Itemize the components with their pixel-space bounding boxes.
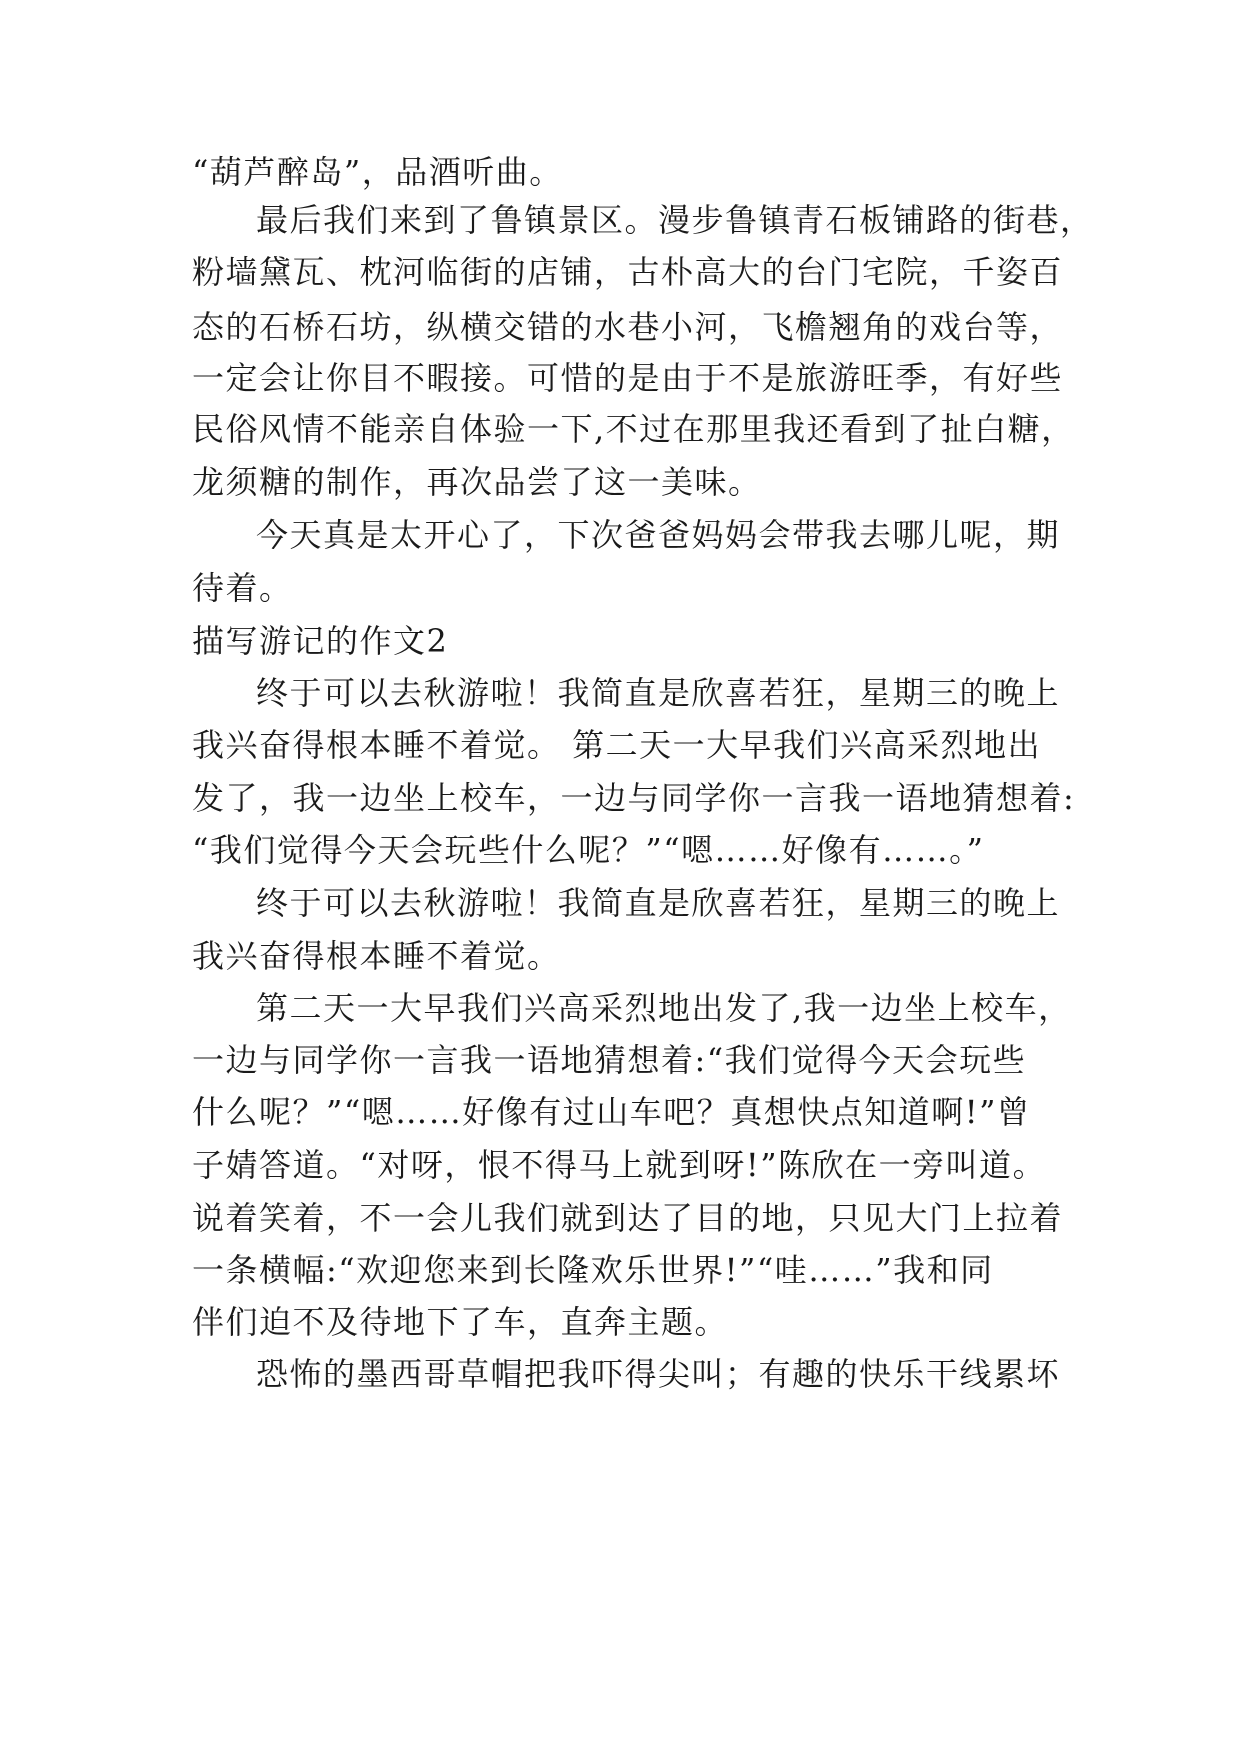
text-line: 粉墙黛瓦、枕河临街的店铺，古朴高大的台门宅院，千姿百 [192, 253, 1064, 291]
text-line: 我兴奋得根本睡不着觉。 [192, 937, 561, 975]
text-line: 我兴奋得根本睡不着觉。 第二天一大早我们兴高采烈地出 [192, 726, 1042, 764]
text-line: 一边与同学你一言我一语地猜想着:“我们觉得今天会玩些 [192, 1041, 1027, 1079]
paragraph-start: 恐怖的墨西哥草帽把我吓得尖叫；有趣的快乐干线累坏 [256, 1355, 1061, 1393]
text-line: 一条横幅:“欢迎您来到长隆欢乐世界!”“哇……”我和同 [192, 1251, 994, 1289]
text-line: “葫芦醉岛”，品酒听曲。 [192, 153, 563, 191]
text-line: 一定会让你目不暇接。可惜的是由于不是旅游旺季，有好些 [192, 359, 1064, 397]
text-line: “我们觉得今天会玩些什么呢？”“嗯……好像有……。” [192, 831, 985, 869]
text-line: 民俗风情不能亲自体验一下,不过在那里我还看到了扯白糖， [192, 410, 1075, 448]
text-line: 说着笑着，不一会儿我们就到达了目的地，只见大门上拉着 [192, 1199, 1064, 1237]
paragraph-start: 终于可以去秋游啦！我简直是欣喜若狂，星期三的晚上 [256, 674, 1061, 712]
text-line: 子婧答道。“对呀，恨不得马上就到呀!”陈欣在一旁叫道。 [192, 1146, 1047, 1184]
text-line: 龙须糖的制作，再次品尝了这一美味。 [192, 463, 762, 501]
paragraph-start: 终于可以去秋游啦！我简直是欣喜若狂，星期三的晚上 [256, 884, 1061, 922]
text-line: 什么呢？”“嗯……好像有过山车吧？真想快点知道啊!”曾 [192, 1093, 1031, 1131]
paragraph-start: 最后我们来到了鲁镇景区。漫步鲁镇青石板铺路的街巷， [256, 201, 1094, 239]
text-line: 态的石桥石坊，纵横交错的水巷小河，飞檐翘角的戏台等， [192, 308, 1064, 346]
text-line: 伴们迫不及待地下了车，直奔主题。 [192, 1303, 729, 1341]
text-line: 待着。 [192, 569, 293, 607]
text-line: 发了，我一边坐上校车，一边与同学你一言我一语地猜想着: [192, 779, 1076, 817]
paragraph-start: 今天真是太开心了，下次爸爸妈妈会带我去哪儿呢，期 [256, 516, 1061, 554]
section-heading: 描写游记的作文2 [192, 622, 449, 660]
paragraph-start: 第二天一大早我们兴高采烈地出发了,我一边坐上校车， [256, 989, 1072, 1027]
